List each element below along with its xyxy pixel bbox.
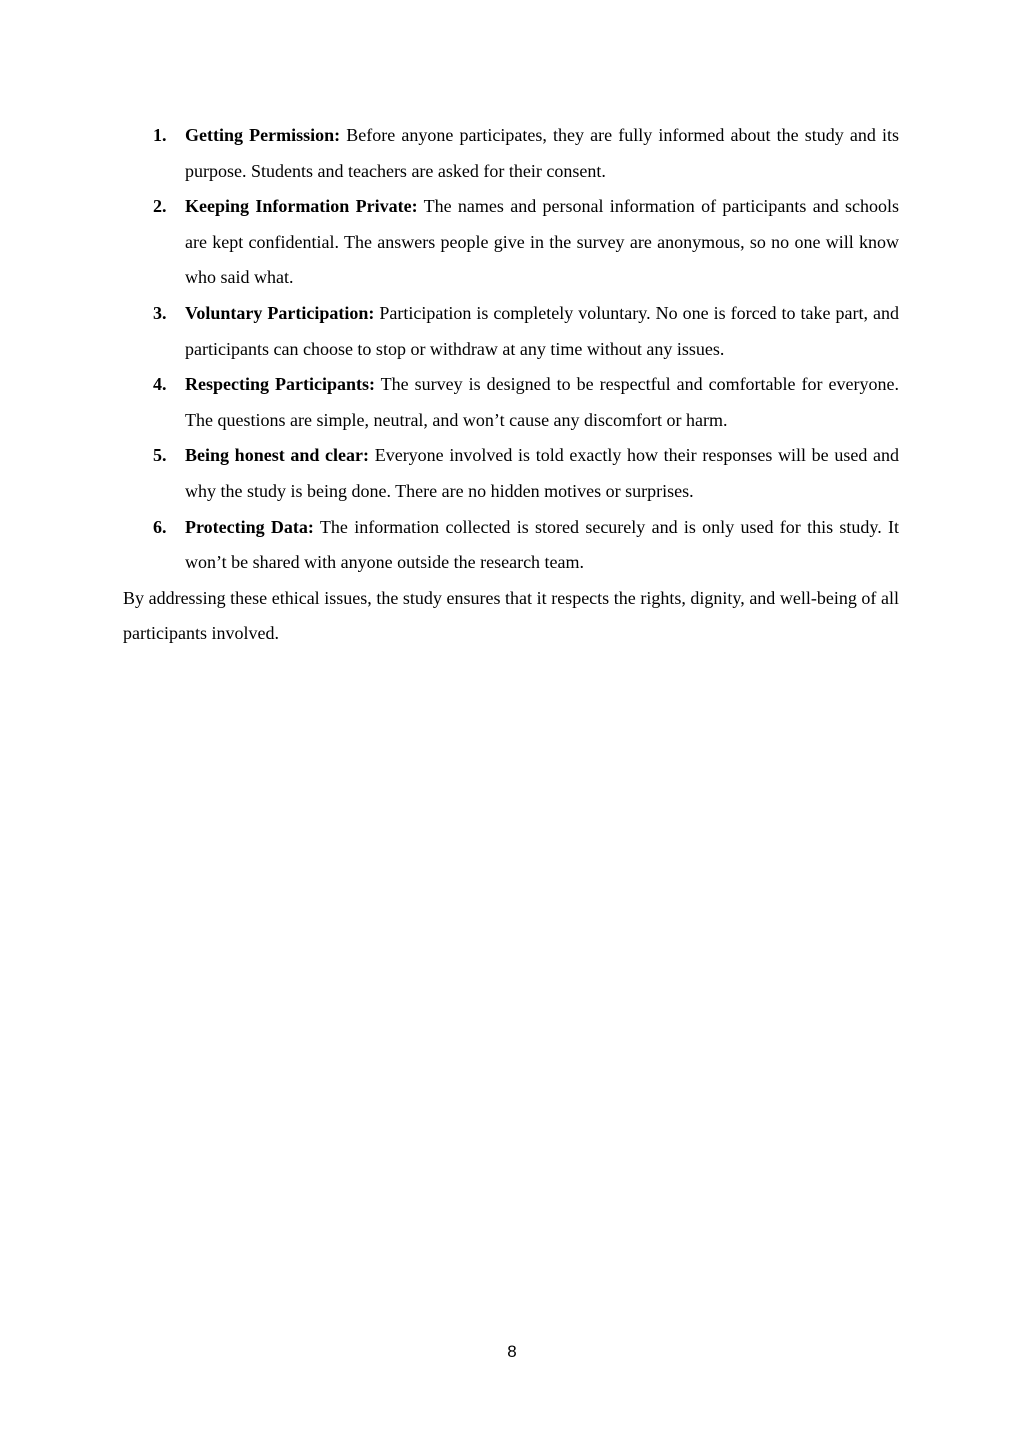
item-number: 2. — [153, 196, 167, 217]
item-number: 4. — [153, 374, 167, 395]
list-item — [123, 296, 899, 367]
item-text: The names and personal information of participants and schools are kept confidential. The answers people give in the survey are anonymous, so no one will know who said what. — [185, 196, 900, 288]
item-text: The information collected is stored securely and is only used for this study. It won’t be shared with anyone outside the research team. — [185, 516, 900, 573]
item-title: Protecting Data: — [185, 516, 314, 537]
list-item — [123, 367, 899, 438]
item-title: Respecting Participants: — [185, 374, 375, 395]
item-text: The survey is designed to be respectful and comfortable for everyone. The questions are simple, neutral, and won’t cause any discomfort or harm. — [185, 374, 899, 430]
item-title: Keeping Information Private: — [185, 196, 418, 217]
item-title: Getting Permission: — [185, 125, 341, 145]
item-number: 1. — [153, 125, 167, 145]
item-number: 5. — [153, 445, 167, 466]
list-item — [123, 118, 899, 189]
ethics-list — [123, 118, 899, 581]
item-number: 3. — [153, 302, 167, 323]
closing-paragraph: By addressing these ethical issues, the study ensures that it respects the rights, dignity, and well-being of all participants involved. — [123, 587, 899, 644]
item-text: Before anyone participates, they are fully informed about the study and its purpose. Students and teachers are asked for their consent. — [185, 125, 899, 181]
item-title: Being honest and clear: — [185, 445, 370, 466]
list-item — [123, 189, 899, 296]
page-number: 8 — [507, 1342, 517, 1361]
item-title: Voluntary Participation: — [185, 302, 375, 323]
list-item — [123, 510, 899, 581]
list-item — [123, 438, 899, 509]
item-number: 6. — [153, 516, 167, 537]
item-text: Participation is completely voluntary. No one is forced to take part, and participants can choose to stop or withdraw at any time without any issues. — [185, 302, 900, 359]
item-text: Everyone involved is told exactly how their responses will be used and why the study is being done. There are no hidden motives or surprises. — [185, 445, 899, 501]
page-content — [123, 118, 899, 652]
